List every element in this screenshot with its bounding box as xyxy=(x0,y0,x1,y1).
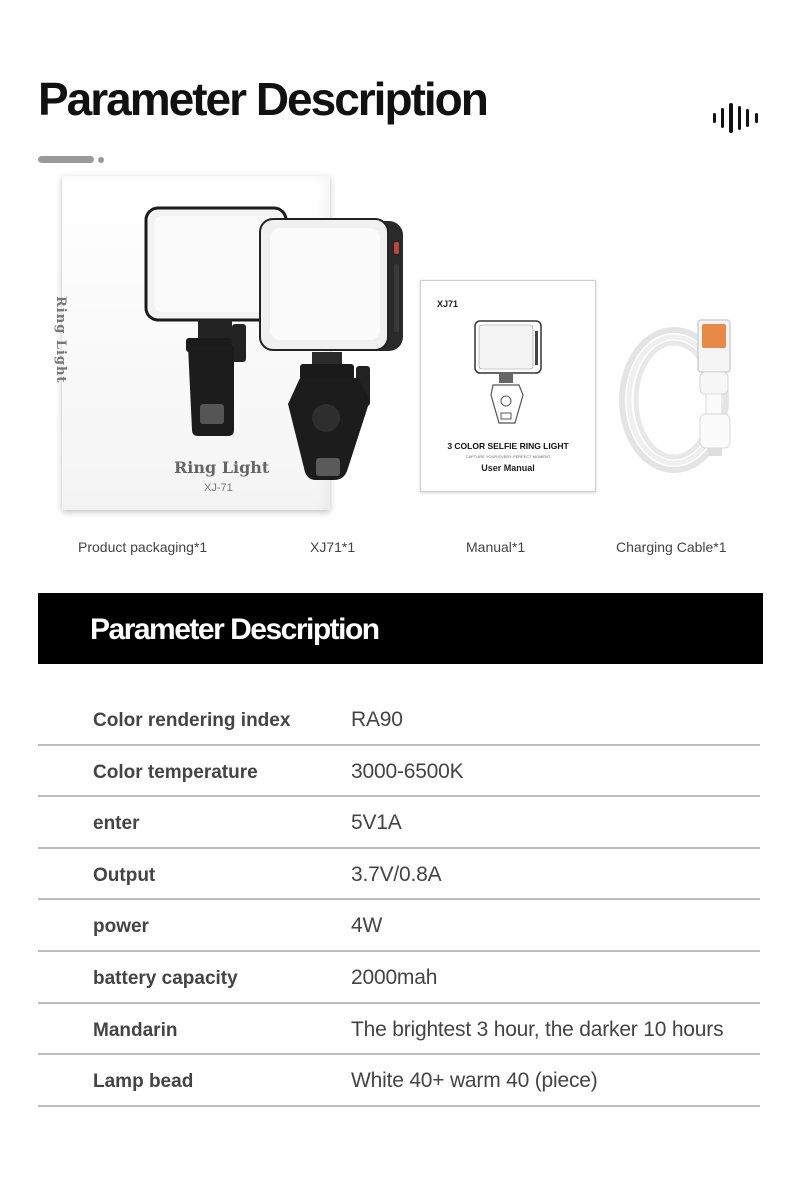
manual-illustration xyxy=(473,319,545,431)
table-row xyxy=(38,797,760,849)
box-front-label: Ring Light xyxy=(174,458,270,477)
spec-value: 3000-6500K xyxy=(351,759,464,783)
spec-label: Color temperature xyxy=(93,761,258,783)
spec-value: RA90 xyxy=(351,708,403,731)
spec-label: Output xyxy=(93,864,156,886)
sound-wave-icon xyxy=(712,102,760,134)
section-banner xyxy=(38,593,763,664)
table-row xyxy=(38,1055,760,1107)
manual-image xyxy=(420,280,596,492)
box-front-model: XJ-71 xyxy=(204,482,233,494)
spec-value: White 40+ warm 40 (piece) xyxy=(351,1069,598,1093)
title-divider-dot xyxy=(98,157,104,163)
table-row xyxy=(38,900,760,952)
table-row xyxy=(38,694,760,746)
manual-model: XJ71 xyxy=(437,299,459,309)
title-divider xyxy=(38,156,94,163)
spec-value: 2000mah xyxy=(351,965,438,989)
xj71-light-image xyxy=(258,218,408,493)
caption-xj71: XJ71*1 xyxy=(310,539,356,555)
charging-cable-image xyxy=(612,318,752,478)
table-row xyxy=(38,849,760,901)
page-title: Parameter Description xyxy=(38,73,487,125)
table-row xyxy=(38,746,760,798)
spec-value: 3.7V/0.8A xyxy=(351,862,442,886)
banner-title: Parameter Description xyxy=(90,613,379,646)
table-row xyxy=(38,1004,760,1056)
spec-value: 5V1A xyxy=(351,811,402,835)
box-side-label: Ring Light xyxy=(53,296,68,384)
table-row xyxy=(38,952,760,1004)
spec-label: Mandarin xyxy=(93,1019,178,1041)
spec-value: The brightest 3 hour, the darker 10 hours xyxy=(351,1017,724,1041)
manual-heading: 3 COLOR SELFIE RING LIGHT xyxy=(447,441,569,451)
spec-label: enter xyxy=(93,813,140,835)
spec-label: Lamp bead xyxy=(93,1071,194,1093)
caption-charging-cable: Charging Cable*1 xyxy=(616,539,727,555)
manual-subheading: CAPTURE YOUR EVERY PERFECT MOMENT xyxy=(465,454,551,459)
spec-label: Color rendering index xyxy=(93,710,291,731)
spec-value: 4W xyxy=(351,914,383,938)
manual-doc-title: User Manual xyxy=(481,463,535,473)
spec-table xyxy=(38,694,760,1107)
spec-label: battery capacity xyxy=(93,967,238,989)
caption-manual: Manual*1 xyxy=(466,539,526,555)
caption-packaging: Product packaging*1 xyxy=(78,539,208,555)
spec-label: power xyxy=(93,916,149,938)
